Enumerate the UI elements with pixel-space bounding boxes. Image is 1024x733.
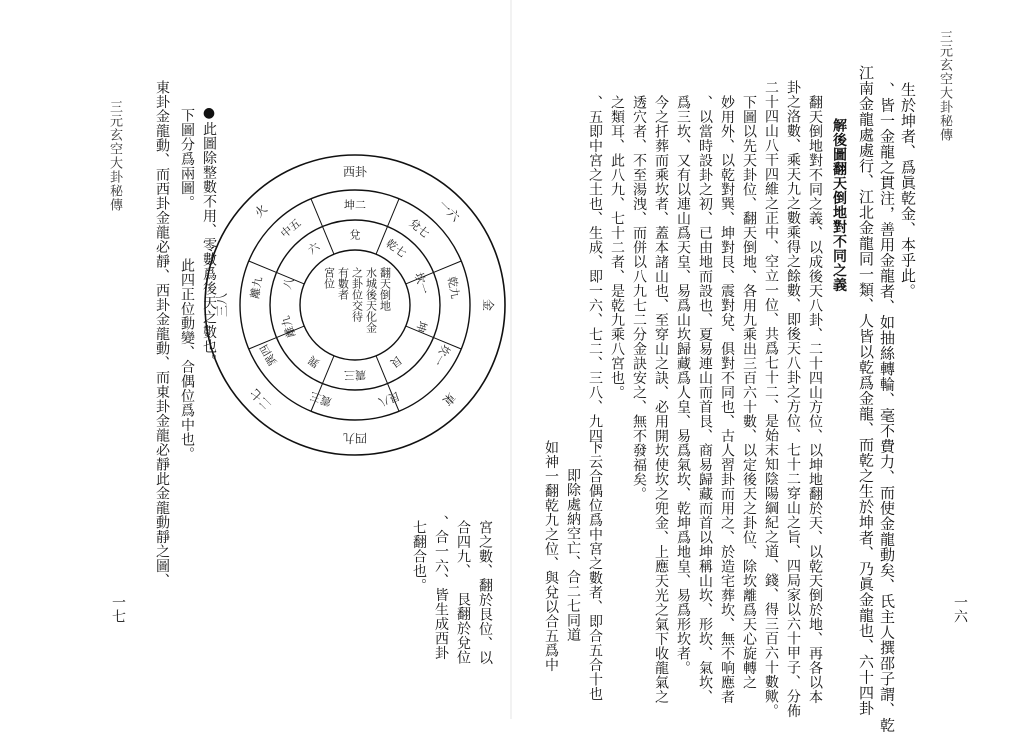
text-column: 即除處納空亡、合二七同道 xyxy=(565,468,581,642)
ring-label: 西卦 xyxy=(342,165,368,179)
text-column: 下圖分爲兩圖。 xyxy=(179,108,195,210)
right-running-head: 三元玄空大卦秘傳 xyxy=(937,30,952,142)
text-column: 卦之洛數、乘天九之數乘得之餘數、即後天八卦之方位、七十二穿山之旨、四局家以六十甲子、分佈 xyxy=(785,80,801,718)
text-column: 此四正位動變、合偶位爲中也。 xyxy=(179,258,195,461)
ring-label: 一六 xyxy=(435,197,463,225)
ring-divider-line xyxy=(388,199,399,227)
text-column: 下圖以先天卦位、翻天倒地、各用九乘出三百六十數、以定後天之卦位、除坎離爲天心旋轉之 xyxy=(741,95,757,690)
text-column: 宮之數、翻於艮位、以 xyxy=(477,520,493,665)
text-column: 二十四山八干四維之正中、空立一位、共爲七十二、是始末知陰陽綱紀之道、錢、得三百六十數歟。 xyxy=(763,80,779,718)
ring-label: 六 xyxy=(305,240,323,257)
ring-label: 四九 xyxy=(342,431,368,445)
text-column: 七翻合也。 xyxy=(411,520,427,593)
text-column: 生於坤者、爲眞乾金、本乎此。 xyxy=(899,82,917,299)
text-column: 翻天倒地對不同之義、以成後天八卦、二十四山方位、以坤地翻於天、以乾天倒於地、再各以本 xyxy=(807,95,823,704)
ring-label: 乾九 xyxy=(445,275,462,300)
text-column: 如神一翻乾九之位、與兌以合五爲中 xyxy=(543,440,559,672)
ring-divider-line xyxy=(434,261,462,272)
center-inscription xyxy=(323,266,392,333)
ring-divider-line xyxy=(322,226,333,254)
ring-label: 東 xyxy=(439,389,459,409)
ring-divider-line xyxy=(376,226,387,254)
center-text-line: 之卦位交待 xyxy=(350,267,364,322)
center-text-line: 有數者 xyxy=(336,267,350,300)
ring-label: 坤 xyxy=(413,319,430,334)
text-column: 艮翻於兌位 xyxy=(455,592,471,665)
text-column: 今之扦葬而乘坎者、蓋本諸山也、至穿山之訣、必用開坎使坎之兜金、上應天光之氣下收龍氣之 xyxy=(653,95,669,704)
text-column: 、以當時設卦之初、已由地而設也、夏易連山而首艮、商易歸藏而首以坤稱山坎、形坎、氣坎、 xyxy=(697,95,713,704)
ring-label: 巽四 xyxy=(257,342,280,368)
ring-divider-line xyxy=(311,199,322,227)
ring-divider-line xyxy=(322,356,333,384)
ring-label: 離九 xyxy=(279,314,299,340)
text-column: 東卦金龍動、而西卦金龍必靜、西卦金龍動、而東卦金龍必靜此金龍動靜之圖、 xyxy=(154,80,170,588)
ring-label: 艮 xyxy=(387,353,405,370)
ring-label: 三八 xyxy=(215,292,229,318)
ring-label: 火 xyxy=(251,201,271,221)
ring-label: 坤二 xyxy=(344,198,366,212)
ring-label: 金 xyxy=(481,298,495,312)
ring-label: 震三 xyxy=(308,388,334,409)
page-gutter xyxy=(510,0,512,719)
text-column: 下云合偶位爲中宮之數者、即合五合十也 xyxy=(587,440,603,701)
center-text-line: 宮位 xyxy=(322,267,336,289)
center-text-line: 翻天倒地 xyxy=(378,267,392,311)
text-column: ●此圖除整數不用、零數爲後天之數也。 xyxy=(201,105,217,368)
ring-label: 艮八 xyxy=(376,388,402,409)
text-column: 妙用外、以乾對巽、坤對艮、震對兌、俱對不同也、古人習卦而用之、於造宅葬坎、無不响應者 xyxy=(719,95,735,704)
ring-label: 坎一 xyxy=(411,270,431,296)
text-column: 、五即中宮之土也、生成、即一六、七二、三八、九四。 xyxy=(587,95,603,458)
right-page-number: 一六 xyxy=(952,595,968,623)
text-column: 透穴者、不至湯洩、而併以八九七二分金訣安之、無不發福矣。 xyxy=(631,95,647,501)
text-column: 之類耳、此八九、七十二者、是乾九乘八宮也。 xyxy=(609,95,625,400)
left-running-head: 三元玄空大卦秘傳 xyxy=(107,100,122,212)
text-column: 爲三坎、又有以連山爲天皇、易爲山坎歸藏爲人皇、易爲氣坎、乾坤爲地皇、易爲形坎者。 xyxy=(675,95,691,675)
center-text-line: 水城後天化金 xyxy=(364,267,378,333)
trigram-circle-diagram xyxy=(200,150,510,460)
text-column: 合四九、 xyxy=(455,520,471,578)
ring-label: 坎一 xyxy=(430,342,453,368)
ring-label: 中五 xyxy=(278,216,304,241)
ring-label: 二七 xyxy=(247,385,275,413)
left-page-number: 一七 xyxy=(110,595,126,623)
ring-label: 兌七 xyxy=(406,216,432,241)
ring-divider-line xyxy=(376,356,387,384)
section-heading: 解後圖翻天倒地對不同之義 xyxy=(831,118,847,292)
ring-label: 八 xyxy=(280,276,297,291)
ring-label: 兌 xyxy=(349,228,361,242)
text-column: 、合一六、皆生成西卦 xyxy=(433,515,449,660)
ring-label: 震三 xyxy=(344,368,366,382)
text-column: 江南金龍處處行、江北金龍同一類、人皆以乾爲金龍、而乾之生於坤者、乃眞金龍也、六十四卦 xyxy=(857,65,875,716)
text-column: 、皆一金龍之貫注，善用金龍者、如抽絲轉輪、毫不費力、而使金龍動矣、氏主人撰邵子謂、乾 xyxy=(878,82,896,733)
ring-label: 離九 xyxy=(248,275,265,300)
ring-label: 乾七 xyxy=(383,236,409,261)
ring-label: 巽 xyxy=(305,353,323,370)
ring-divider-line xyxy=(249,261,277,272)
